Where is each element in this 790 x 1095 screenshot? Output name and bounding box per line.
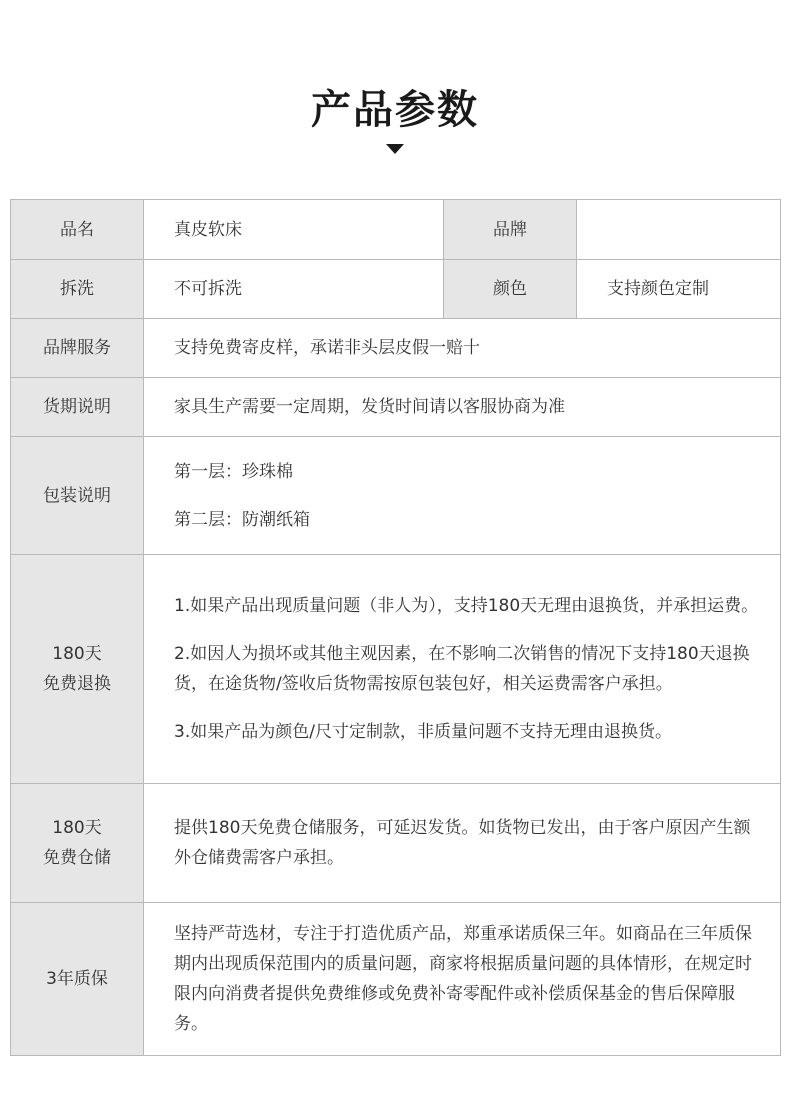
table-row — [11, 784, 781, 903]
name-label: 品名 — [11, 200, 144, 260]
page-title: 产品参数 — [311, 87, 479, 133]
return-label-line-1: 180天 — [52, 644, 102, 664]
warranty-label: 3年质保 — [11, 903, 144, 1056]
delivery-value: 家具生产需要一定周期，发货时间请以客服协商为准 — [144, 378, 781, 437]
chevron-down-icon — [386, 144, 404, 154]
color-value: 支持颜色定制 — [577, 260, 781, 319]
table-row — [11, 437, 781, 555]
service-label: 品牌服务 — [11, 319, 144, 378]
return-line-2: 2.如因人为损坏或其他主观因素，在不影响二次销售的情况下支持180天退换货，在途货物/签收后货物需按原包装包好，相关运费需客户承担。 — [174, 644, 750, 694]
return-value — [144, 555, 781, 784]
wash-label: 拆洗 — [11, 260, 144, 319]
table-row — [11, 903, 781, 1056]
storage-label-line-2: 免费仓储 — [43, 848, 111, 868]
wash-value: 不可拆洗 — [144, 260, 444, 319]
table-row — [11, 260, 781, 319]
color-label: 颜色 — [444, 260, 577, 319]
name-value: 真皮软床 — [144, 200, 444, 260]
return-line-1: 1.如果产品出现质量问题（非人为），支持180天无理由退换货，并承担运费。 — [174, 596, 759, 616]
packing-value — [144, 437, 781, 555]
return-label — [11, 555, 144, 784]
storage-text: 提供180天免费仓储服务，可延迟发货。如货物已发出，由于客户原因产生额外仓储费需客户承担。 — [174, 818, 751, 868]
table-row — [11, 555, 781, 784]
table-row — [11, 378, 781, 437]
storage-value — [144, 784, 781, 903]
table-row — [11, 319, 781, 378]
warranty-text: 坚持严苛选材，专注于打造优质产品，郑重承诺质保三年。如商品在三年质保期内出现质保范围内的质量问题，商家将根据质量问题的具体情形，在规定时限内向消费者提供免费维修或免费补寄零配件或补偿质保基金的售后保障服务。 — [174, 924, 752, 1034]
packing-label: 包装说明 — [11, 437, 144, 555]
brand-label: 品牌 — [444, 200, 577, 260]
packing-line-1: 第一层：珍珠棉 — [174, 461, 293, 482]
packing-line-2: 第二层：防潮纸箱 — [174, 509, 310, 530]
brand-value — [577, 200, 781, 260]
service-value: 支持免费寄皮样，承诺非头层皮假一赔十 — [144, 319, 781, 378]
warranty-value — [144, 903, 781, 1056]
product-params-table — [10, 199, 781, 1056]
storage-label — [11, 784, 144, 903]
delivery-label: 货期说明 — [11, 378, 144, 437]
return-line-3: 3.如果产品为颜色/尺寸定制款，非质量问题不支持无理由退换货。 — [174, 722, 672, 742]
table-row — [11, 200, 781, 260]
return-label-line-2: 免费退换 — [43, 674, 111, 694]
storage-label-line-1: 180天 — [52, 818, 102, 838]
